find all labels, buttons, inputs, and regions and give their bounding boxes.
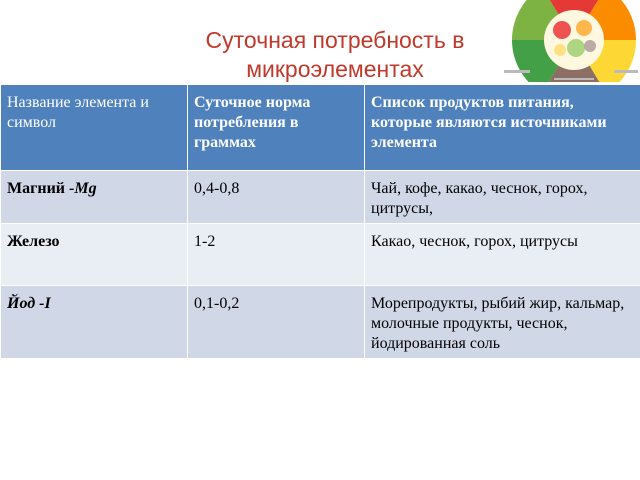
header-amount: Суточное норма потребления в граммах [188, 85, 365, 171]
sources-cell: Чай, кофе, какао, чеснок, горох, цитрусы, [365, 171, 640, 224]
header-sources: Список продуктов питания, которые являются источниками элемента [365, 85, 640, 171]
element-name: Магний - [7, 180, 75, 197]
slide-title [170, 26, 500, 84]
amount-cell: 0,4-0,8 [188, 171, 365, 224]
food-plate-image [502, 0, 640, 82]
element-cell [1, 286, 188, 359]
element-name: Йод - [7, 295, 45, 312]
microelements-table [0, 84, 640, 359]
sources-cell: Морепродукты, рыбий жир, кальмар, молочные продукты, чеснок, йодированная соль [365, 286, 640, 359]
header-element: Название элемента и символ [1, 85, 188, 171]
element-symbol: I [44, 295, 51, 312]
table-header-row [1, 85, 640, 171]
sources-cell: Какао, чеснок, горох, цитрусы [365, 224, 640, 286]
table-row [1, 224, 640, 286]
title-line-1: Суточная потребность в [205, 27, 465, 53]
element-cell [1, 171, 188, 224]
table-row [1, 171, 640, 224]
element-cell [1, 224, 188, 286]
element-symbol: Mg [74, 180, 97, 197]
amount-cell: 1-2 [188, 224, 365, 286]
amount-cell: 0,1-0,2 [188, 286, 365, 359]
table-row [1, 286, 640, 359]
element-name: Железо [7, 233, 60, 250]
title-line-2: микроэлементах [246, 56, 424, 82]
